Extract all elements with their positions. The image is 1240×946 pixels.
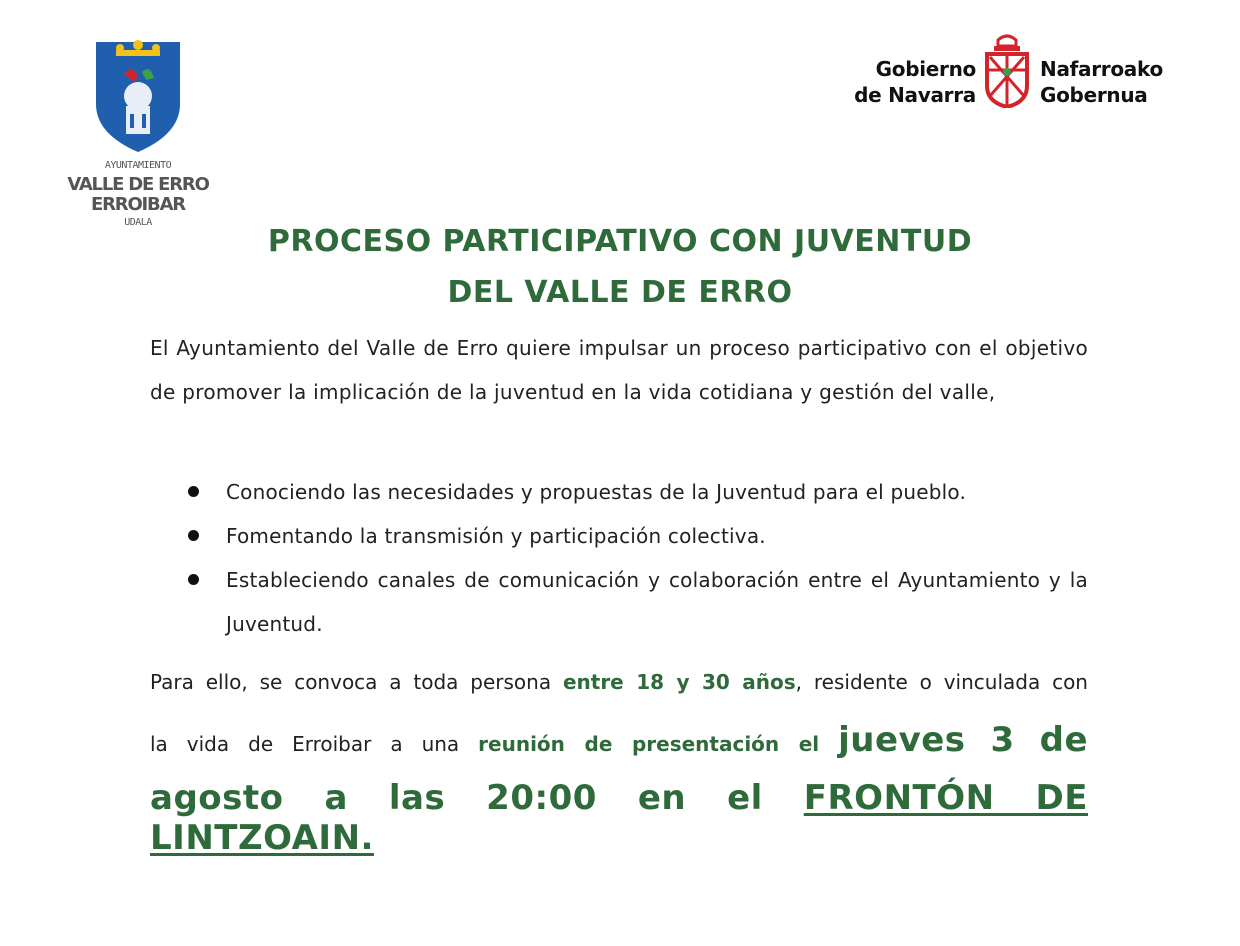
call-line2 [150,710,1088,774]
list-item [150,558,1088,646]
bullet-icon [188,530,199,541]
objectives-list [150,470,1088,646]
age-range-highlight: entre 18 y 30 años [562,670,796,694]
gobierno-de-navarra-text [854,56,976,108]
call-text-part1: Para ello, se convoca a toda persona [150,670,563,694]
list-item [150,514,1088,558]
nafarroako-line2: Gobernua [1040,83,1148,107]
intro-paragraph: El Ayuntamiento del Valle de Erro quiere impulsar un proceso participativo con el objetivo de promover la implicación de la juventud en la vida cotidiana y gestión del valle, [150,336,1088,404]
nafarroako-line1: Nafarroako [1040,57,1163,81]
call-line1 [150,660,1088,704]
date-highlight-b: agosto a las 20:00 en el [150,778,804,818]
list-item-text: Fomentando la transmisión y participación colectiva. [226,524,766,548]
call-paragraph [150,660,1088,858]
list-item [150,470,1088,514]
nafarroako-gobernua-text [1040,56,1163,108]
navarra-shield-icon [984,34,1030,108]
logo-line-ayuntamiento: AYUNTAMIENTO [104,160,172,171]
ayuntamiento-logo [62,34,214,230]
page-title-line1: PROCESO PARTICIPATIVO CON JUVENTUD [267,224,973,259]
bullet-icon [188,486,199,497]
page-title-line2: DEL VALLE DE ERRO [447,275,793,310]
call-line3 [150,778,1088,858]
meeting-highlight: reunión de presentación el [478,732,820,756]
logo-line-udala: UDALA [124,217,152,228]
call-text-part2: , residente o vinculada con [795,670,1088,694]
list-item-text: Estableciendo canales de comunicación y colaboración entre el Ayuntamiento y la Juventud. [226,568,1088,636]
gobierno-navarra-logo [852,34,1172,110]
place-highlight: FRONTÓN DE LINTZOAIN. [150,778,1088,858]
logo-line-valle-de-erro: VALLE DE ERRO [67,174,209,195]
call-text-part3: la vida de Erroibar a una [150,732,479,756]
gobierno-line2: de Navarra [854,83,976,107]
coat-of-arms-icon [94,34,182,154]
logo-line-erroibar: ERROIBAR [91,194,185,215]
gobierno-line1: Gobierno [875,57,976,81]
date-highlight-a: jueves 3 de [838,720,1089,760]
bullet-icon [188,574,199,585]
list-item-text: Conociendo las necesidades y propuestas de la Juventud para el pueblo. [226,480,967,504]
